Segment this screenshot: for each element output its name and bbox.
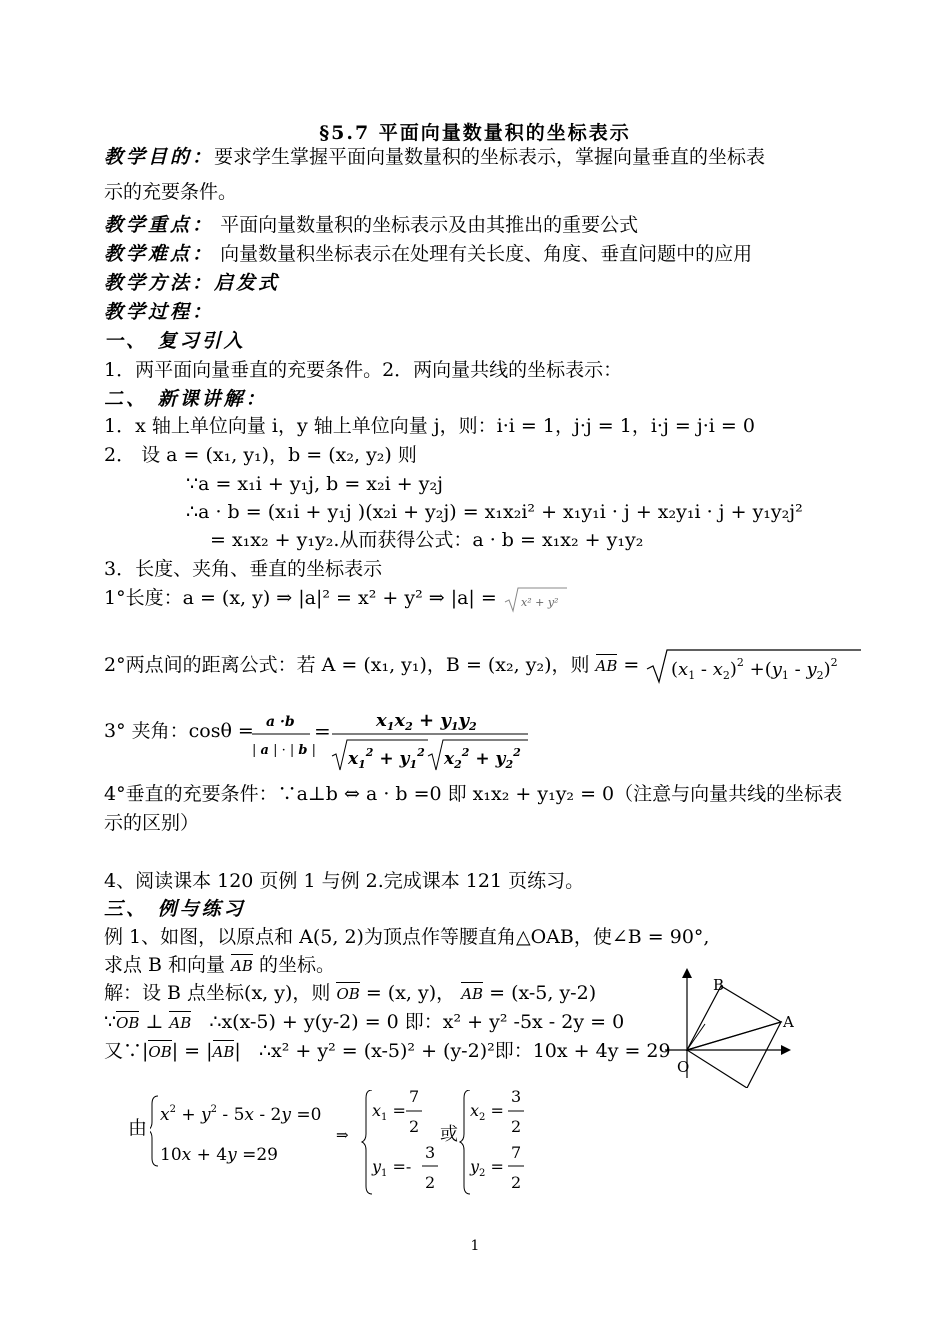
triangle-diagram [665,968,800,1088]
svg-text:7: 7 [409,1090,420,1106]
method-label: 教学方法： [104,272,215,294]
y-axis-arrow-icon [682,968,692,978]
vector-ob-3: OB [148,1039,171,1065]
label-a: A [783,1013,794,1031]
section3-heading: 三、 例与练习 [104,898,246,920]
label-b: B [713,976,725,994]
you-label: 由 [128,1117,148,1139]
svg-text:2: 2 [409,1117,420,1136]
method-line [104,270,280,296]
section2-item3: 3．长度、夹角、垂直的坐标表示 [104,558,383,580]
section1-line: 1．两平面向量垂直的充要条件。2．两向量共线的坐标表示： [104,359,623,381]
length-line [104,585,569,614]
section2-item1: 1．x 轴上单位向量 i，y 轴上单位向量 j，则：i·i = 1，j·j = 1，i·j = j·i = 0 [104,415,755,437]
svg-text:a ·b: a ·b [266,714,295,730]
page-number: 1 [470,1238,480,1254]
svg-text:=: = [314,719,331,743]
vector-ab-2: AB [231,953,253,979]
svg-text:2: 2 [425,1173,436,1192]
vector-ab-5: AB [213,1039,235,1065]
key-point-label: 教学重点： [104,214,215,236]
section2-item4: 4、阅读课本 120 页例 1 与例 2.完成课本 121 页练习。 [104,870,585,892]
svg-text:x2 =: $x_2$ = [470,1101,504,1123]
key-point-line [104,212,638,238]
also-because: 又∵| [104,1040,149,1062]
svg-text:3: 3 [425,1143,436,1162]
difficulty-label: 教学难点： [104,243,215,265]
distance-text: 2°两点间的距离公式：若 A = (x₁, y₁)，B = (x₂, y₂)，则 [104,654,590,676]
process-label: 教学过程： [104,301,215,323]
svg-text:x1x2 + y1y2: $x_1x_2 + y_1y_2$ [376,710,477,733]
solution-line2: ∵OB ⊥ AB ∴x(x-5) + y(y-2) = 0 即：x² + y² -5x - 2y = 0 [104,1009,624,1036]
svg-text:x2 + y2 - 5x - 2y =0: $x^2 + y^2 - 5x - 2y =0$ [160,1104,322,1125]
because-symbol: ∵ [104,1011,117,1033]
difficulty-text: 向量数量积坐标表示在处理有关长度、角度、垂直问题中的应用 [220,243,753,265]
goal-label: 教学目的： [104,146,215,168]
vector-ob-2: OB [116,1010,139,1036]
solution-text-2: ∴x(x-5) + y(y-2) = 0 即：x² + y² -5x - 2y = 0 [209,1011,625,1033]
angle-text: 3° 夹角：cosθ = [104,720,254,742]
svg-text:x12 + y12: $x_1^2 + y_1^2$ [348,746,425,771]
distance-formula [645,647,863,685]
page-title: §5.7 平面向量数量积的坐标表示 [319,122,631,144]
perp-line-1: 4°垂直的充要条件：∵a⊥b ⇔ a · b =0 即 x₁x₂ + y₁y₂ = 0（注意与向量共线的坐标表 [104,783,843,805]
svg-text:x22 + y22: $x_2^2 + y_2^2$ [444,746,521,771]
equation-system [150,1090,530,1198]
solution-text-a: 解：设 B 点坐标(x, y)，则 [104,982,331,1004]
example1-text-b: 的坐标。 [259,954,336,976]
svg-text:y1 =-: $y_1$ =- [372,1157,412,1179]
svg-text:2: 2 [511,1117,522,1136]
solution-text-3: ∴x² + y² = (x-5)² + (y-2)²即：10x + 4y = 29 [258,1040,671,1062]
therefore-line: ∴a · b = (x₁i + y₁j )(x₂i + y₂j) = x₁x₂i² + x₁y₁i · j + x₂y₁i · j + y₁y₂j² [186,501,803,523]
difficulty-line [104,241,752,267]
svg-text:x1 =: $x_1$ = [372,1101,406,1123]
solution-text-b: = (x, y)， [365,982,456,1004]
key-point-text: 平面向量数量积的坐标表示及由其推出的重要公式 [220,214,639,236]
svg-text:2: 2 [511,1173,522,1192]
solution-line3: 又∵|OB| = |AB| ∴x² + y² = (x-5)² + (y-2)²即：10x + 4y = 29 [104,1038,671,1065]
goal-line-2: 示的充要条件。 [104,181,238,203]
vector-ab: AB [596,653,618,679]
example1-text-a: 求点 B 和向量 [104,954,226,976]
length-text: 1°长度：a = (x, y) ⇒ |a|² = x² + y² ⇒ |a| = [104,587,497,609]
svg-text:7: 7 [511,1143,522,1162]
huo-text: 或 [440,1124,458,1145]
example1-line2 [104,952,335,979]
solution-line1 [104,980,596,1007]
sqrt-x2-y2 [503,586,569,614]
section2-item2: 2． 设 a = (x₁, y₁)，b = (x₂, y₂) 则 [104,444,417,466]
solution-text-c: = (x-5, y-2) [489,982,597,1004]
svg-text:(x1 - x2)2 +(y1 - y2)2: $(x_1 - x_2)^2 +(y_1 - y_2)^2$ [671,656,839,682]
svg-text:x² + y²: x² + y² [520,596,559,609]
section2-heading: 二、 新课讲解： [104,388,268,410]
vector-ab-4: AB [169,1010,191,1036]
svg-text:⇒: ⇒ [336,1126,349,1144]
svg-text:| a | · | b |: | a | · | b | [252,743,316,758]
x-axis-arrow-icon [781,1045,791,1055]
angle-line [104,718,254,744]
perp-line-2: 示的区别） [104,812,200,834]
svg-text:10x + 4y =29: 10x + 4y =29 [160,1145,278,1165]
cos-formula [248,704,533,776]
goal-text: 要求学生掌握平面向量数量积的坐标表示，掌握向量垂直的坐标表 [214,146,766,168]
section1-heading: 一、 复习引入 [104,330,246,352]
svg-text:y2 =: $y_2$ = [470,1157,504,1179]
svg-text:3: 3 [511,1090,522,1106]
helper-line [687,1024,705,1050]
vector-ob: OB [336,981,359,1007]
formula-result: = x₁x₂ + y₁y₂.从而获得公式：a · b = x₁x₂ + y₁y₂ [210,529,644,551]
label-o: O [677,1058,690,1076]
distance-line: 2°两点间的距离公式：若 A = (x₁, y₁)，B = (x₂, y₂)，则 AB = $(x_1 - x_2)^2 +(y_1 - y_2)^2$ [104,647,863,685]
since-line: ∵a = x₁i + y₁j, b = x₂i + y₂j [186,473,443,495]
vector-ab-3: AB [461,981,483,1007]
goal-line [104,144,765,170]
method-text: 启发式 [214,272,281,294]
triangle-alt [687,1022,781,1088]
example1-line1: 例 1、如图，以原点和 A(5, 2)为顶点作等腰直角△OAB，使∠B = 90°, [104,926,710,948]
triangle-oab [687,986,781,1050]
